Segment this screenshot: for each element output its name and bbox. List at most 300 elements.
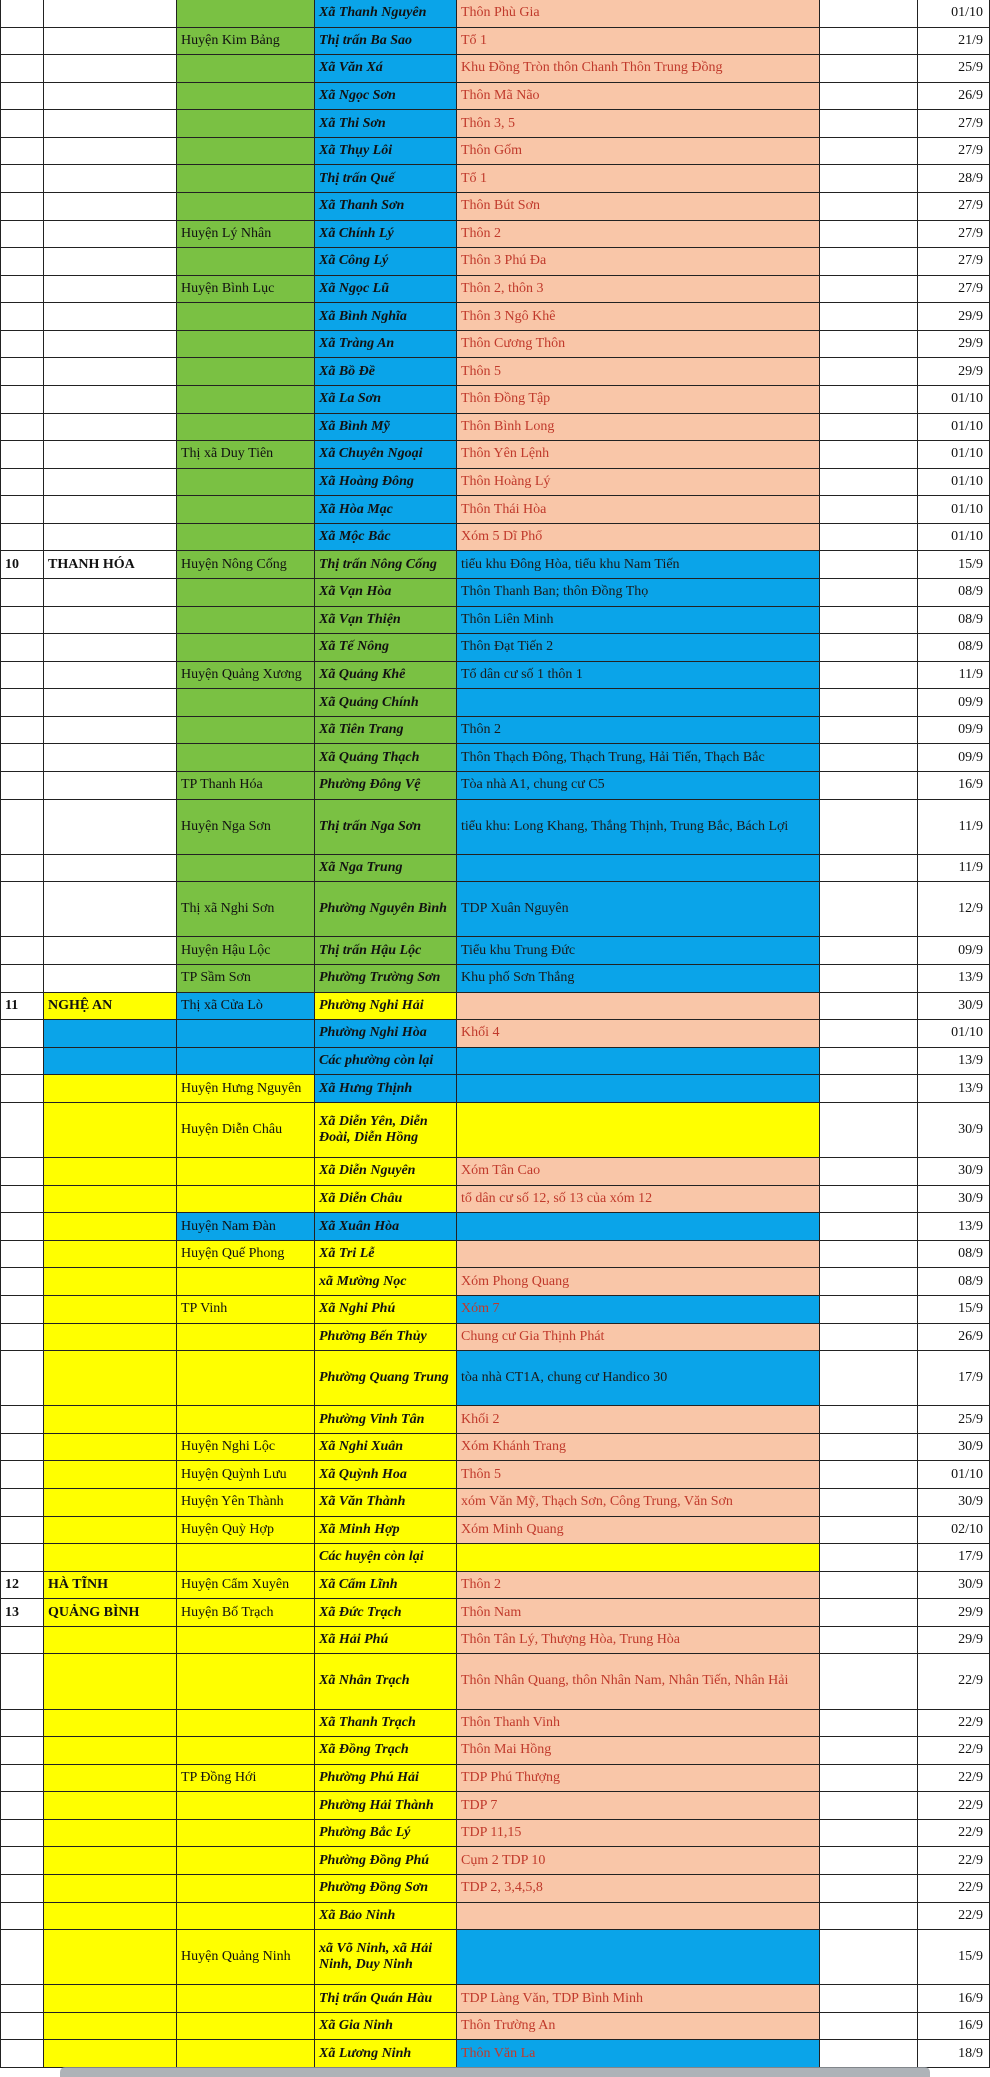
blank-cell [820,469,918,497]
province-cell [44,2040,177,2068]
table-row [0,1241,990,1269]
date-cell: 16/9 [918,772,990,800]
village-cell: Thôn 3 Ngô Khê [457,303,820,331]
district-cell [177,1324,315,1352]
date-cell: 18/9 [918,2040,990,2068]
district-cell: Thị xã Duy Tiên [177,441,315,469]
village-cell: Thôn Gốm [457,138,820,166]
province-cell [44,331,177,359]
stt-cell [0,28,44,56]
commune-cell: Thị trấn Hậu Lộc [315,937,457,965]
commune-cell: Xã Bình Nghĩa [315,303,457,331]
province-cell [44,1765,177,1793]
blank-cell [820,1461,918,1489]
commune-cell: Phường Đồng Sơn [315,1875,457,1903]
date-cell: 27/9 [918,276,990,304]
district-cell [177,855,315,883]
district-cell [177,83,315,111]
blank-cell [820,165,918,193]
stt-cell [0,248,44,276]
blank-cell [820,772,918,800]
province-cell [44,579,177,607]
commune-cell: Xã Hưng Thịnh [315,1075,457,1103]
province-cell: THANH HÓA [44,551,177,579]
commune-cell: Xã La Sơn [315,386,457,414]
blank-cell [820,83,918,111]
blank-cell [820,1930,918,1985]
date-cell: 30/9 [918,1434,990,1462]
province-cell [44,937,177,965]
date-cell: 08/9 [918,607,990,635]
village-cell: Thôn Mai Hồng [457,1737,820,1765]
date-cell: 29/9 [918,331,990,359]
commune-cell: Xã Tri Lễ [315,1241,457,1269]
table-row [0,524,990,552]
date-cell: 13/9 [918,965,990,993]
village-cell: tiểu khu: Long Khang, Thắng Thịnh, Trung Bắc, Bách Lợi [457,800,820,855]
blank-cell [820,221,918,249]
table-row [0,1517,990,1545]
district-cell: Huyện Nga Sơn [177,800,315,855]
table-row [0,1710,990,1738]
blank-cell [820,1737,918,1765]
stt-cell [0,1434,44,1462]
blank-cell [820,1268,918,1296]
province-cell: QUẢNG BÌNH [44,1599,177,1627]
commune-cell: Phường Nguyên Bình [315,882,457,937]
stt-cell [0,524,44,552]
stt-cell [0,1461,44,1489]
village-cell [457,855,820,883]
province-cell [44,1820,177,1848]
blank-cell [820,248,918,276]
district-cell [177,1268,315,1296]
stt-cell [0,1985,44,2013]
province-cell [44,276,177,304]
table-row [0,1406,990,1434]
stt-cell [0,634,44,662]
blank-cell [820,0,918,28]
district-cell [177,1820,315,1848]
stt-cell [0,1103,44,1158]
commune-cell: Xã Bồ Đề [315,358,457,386]
commune-cell: Xã Hải Phú [315,1627,457,1655]
district-cell [177,1792,315,1820]
commune-cell: Các phường còn lại [315,1048,457,1076]
blank-cell [820,1186,918,1214]
date-cell: 22/9 [918,1765,990,1793]
village-cell: TDP Phú Thượng [457,1765,820,1793]
stt-cell [0,276,44,304]
table-row [0,1654,990,1709]
district-cell [177,744,315,772]
district-cell: Huyện Hưng Nguyên [177,1075,315,1103]
date-cell: 08/9 [918,579,990,607]
date-cell: 01/10 [918,524,990,552]
date-cell: 15/9 [918,1930,990,1985]
stt-cell [0,1710,44,1738]
district-cell [177,193,315,221]
blank-cell [820,855,918,883]
blank-cell [820,1241,918,1269]
province-cell: NGHỆ AN [44,993,177,1021]
stt-cell [0,1654,44,1709]
date-cell: 01/10 [918,496,990,524]
table-row [0,1461,990,1489]
date-cell: 27/9 [918,138,990,166]
province-cell [44,496,177,524]
table-row [0,937,990,965]
commune-cell: Xã Tràng An [315,331,457,359]
date-cell: 08/9 [918,1241,990,1269]
date-cell: 29/9 [918,1599,990,1627]
village-cell: Thôn Trường An [457,2013,820,2041]
stt-cell [0,855,44,883]
table-row [0,138,990,166]
table-row [0,1351,990,1406]
table-row [0,1599,990,1627]
district-cell [177,303,315,331]
village-cell [457,1103,820,1158]
stt-cell [0,717,44,745]
date-cell: 01/10 [918,1020,990,1048]
table-row [0,1434,990,1462]
stt-cell [0,1048,44,1076]
district-cell [177,331,315,359]
province-cell [44,110,177,138]
province-cell [44,800,177,855]
province-cell [44,1489,177,1517]
commune-cell: Xã Diễn Châu [315,1186,457,1214]
stt-cell [0,1406,44,1434]
village-cell: Thôn 2 [457,1572,820,1600]
table-row [0,1985,990,2013]
province-cell [44,1985,177,2013]
blank-cell [820,28,918,56]
table-row [0,2040,990,2068]
province-cell [44,1048,177,1076]
blank-cell [820,662,918,690]
blank-cell [820,303,918,331]
province-cell [44,1654,177,1709]
village-cell: Thôn Liên Minh [457,607,820,635]
district-cell: TP Vinh [177,1296,315,1324]
village-cell: Thôn 5 [457,1461,820,1489]
village-cell [457,689,820,717]
table-row [0,662,990,690]
stt-cell [0,221,44,249]
table-row [0,303,990,331]
village-cell: Xóm Phong Quang [457,1268,820,1296]
province-cell [44,28,177,56]
stt-cell [0,414,44,442]
stt-cell [0,1075,44,1103]
table-row [0,1903,990,1931]
stt-cell [0,1489,44,1517]
village-cell: Khối 2 [457,1406,820,1434]
blank-cell [820,358,918,386]
blank-cell [820,55,918,83]
blank-cell [820,1158,918,1186]
table-row [0,441,990,469]
district-cell: Huyện Quỳnh Lưu [177,1461,315,1489]
province-cell [44,607,177,635]
date-cell: 25/9 [918,1406,990,1434]
table-row [0,1186,990,1214]
blank-cell [820,276,918,304]
stt-cell [0,1544,44,1572]
table-row [0,1572,990,1600]
village-cell: Khối 4 [457,1020,820,1048]
table-row [0,1847,990,1875]
village-cell: TDP 11,15 [457,1820,820,1848]
village-cell: Thôn 2 [457,221,820,249]
table-row [0,717,990,745]
province-cell [44,882,177,937]
district-cell: Huyện Quế Phong [177,1241,315,1269]
blank-cell [820,1875,918,1903]
province-cell [44,634,177,662]
date-cell: 30/9 [918,1158,990,1186]
province-cell [44,1517,177,1545]
province-cell [44,1241,177,1269]
district-cell: Huyện Bố Trạch [177,1599,315,1627]
blank-cell [820,1572,918,1600]
district-cell: Huyện Nghi Lộc [177,1434,315,1462]
stt-cell [0,662,44,690]
stt-cell: 12 [0,1572,44,1600]
date-cell: 22/9 [918,1875,990,1903]
commune-cell: Xã Quảng Thạch [315,744,457,772]
stt-cell [0,1627,44,1655]
village-cell: Tiểu khu Trung Đức [457,937,820,965]
blank-cell [820,1820,918,1848]
date-cell: 26/9 [918,83,990,111]
province-cell [44,2013,177,2041]
table-row [0,165,990,193]
province-cell [44,1875,177,1903]
stt-cell [0,1351,44,1406]
village-cell: TDP 2, 3,4,5,8 [457,1875,820,1903]
date-cell: 27/9 [918,193,990,221]
stt-cell [0,1517,44,1545]
blank-cell [820,524,918,552]
stt-cell [0,331,44,359]
province-cell [44,772,177,800]
stt-cell [0,358,44,386]
blank-cell [820,607,918,635]
district-cell [177,1875,315,1903]
district-cell: Huyện Hậu Lộc [177,937,315,965]
province-cell [44,1627,177,1655]
date-cell: 21/9 [918,28,990,56]
commune-cell: Xã Thi Sơn [315,110,457,138]
stt-cell [0,1737,44,1765]
province-cell [44,1406,177,1434]
district-cell: Huyện Bình Lục [177,276,315,304]
table-row [0,2013,990,2041]
village-cell: Thôn 5 [457,358,820,386]
village-cell [457,993,820,1021]
stt-cell [0,1765,44,1793]
blank-cell [820,414,918,442]
blank-cell [820,1075,918,1103]
date-cell: 09/9 [918,937,990,965]
blank-cell [820,386,918,414]
date-cell: 22/9 [918,1903,990,1931]
commune-cell: Phường Nghi Hòa [315,1020,457,1048]
stt-cell [0,165,44,193]
province-cell [44,1186,177,1214]
table-row [0,551,990,579]
date-cell: 08/9 [918,634,990,662]
stt-cell [0,965,44,993]
stt-cell [0,744,44,772]
date-cell: 25/9 [918,55,990,83]
blank-cell [820,1434,918,1462]
table-row [0,1324,990,1352]
stt-cell [0,1903,44,1931]
village-cell: Thôn Văn La [457,2040,820,2068]
stt-cell [0,607,44,635]
commune-cell: Xã Chuyên Ngoại [315,441,457,469]
table-row [0,1627,990,1655]
district-cell: Huyện Quỳ Hợp [177,1517,315,1545]
commune-cell: Xã Thanh Nguyên [315,0,457,28]
district-cell: TP Sầm Sơn [177,965,315,993]
commune-cell: Phường Trường Sơn [315,965,457,993]
village-cell: Thôn 2 [457,717,820,745]
date-cell: 01/10 [918,0,990,28]
district-cell: Thị xã Nghi Sơn [177,882,315,937]
table-row [0,1158,990,1186]
date-cell: 11/9 [918,800,990,855]
stt-cell [0,1241,44,1269]
blank-cell [820,882,918,937]
blank-cell [820,993,918,1021]
district-cell: Huyện Yên Thành [177,1489,315,1517]
district-cell: Huyện Nam Đàn [177,1213,315,1241]
district-cell [177,1048,315,1076]
blank-cell [820,331,918,359]
commune-cell: Xã Xuân Hòa [315,1213,457,1241]
table-row [0,579,990,607]
blank-cell [820,1489,918,1517]
stt-cell [0,441,44,469]
district-cell [177,2013,315,2041]
table-row [0,221,990,249]
table-row [0,1875,990,1903]
stt-cell [0,1875,44,1903]
province-cell [44,1544,177,1572]
stt-cell: 10 [0,551,44,579]
village-cell: Khu phố Sơn Thắng [457,965,820,993]
stt-cell [0,1296,44,1324]
commune-cell: Xã Vạn Hòa [315,579,457,607]
blank-cell [820,579,918,607]
village-cell: Thôn Thanh Ban; thôn Đồng Thọ [457,579,820,607]
commune-cell: Thị trấn Nga Sơn [315,800,457,855]
stt-cell [0,800,44,855]
district-cell [177,1158,315,1186]
district-cell: Huyện Cẩm Xuyên [177,1572,315,1600]
date-cell: 08/9 [918,1268,990,1296]
table-row [0,331,990,359]
district-cell: Thị xã Cửa Lò [177,993,315,1021]
scrollbar[interactable] [60,2067,930,2077]
village-cell: Thôn 3, 5 [457,110,820,138]
blank-cell [820,744,918,772]
province-cell [44,1351,177,1406]
blank-cell [820,1903,918,1931]
district-cell [177,386,315,414]
blank-cell [820,937,918,965]
blank-cell [820,193,918,221]
date-cell: 13/9 [918,1048,990,1076]
table-row [0,965,990,993]
date-cell: 15/9 [918,551,990,579]
village-cell [457,1213,820,1241]
stt-cell [0,2013,44,2041]
table-row [0,1048,990,1076]
commune-cell: Phường Quang Trung [315,1351,457,1406]
district-cell [177,1847,315,1875]
commune-cell: Xã Hoàng Đông [315,469,457,497]
blank-cell [820,2013,918,2041]
date-cell: 27/9 [918,221,990,249]
village-cell: tòa nhà CT1A, chung cư Handico 30 [457,1351,820,1406]
table-row [0,1489,990,1517]
date-cell: 09/9 [918,744,990,772]
commune-cell: Xã Lương Ninh [315,2040,457,2068]
table-row [0,0,990,28]
blank-cell [820,1213,918,1241]
commune-cell: Xã Quỳnh Hoa [315,1461,457,1489]
date-cell: 12/9 [918,882,990,937]
date-cell: 16/9 [918,1985,990,2013]
commune-cell: Xã Bảo Ninh [315,1903,457,1931]
commune-cell: Xã Tiên Trang [315,717,457,745]
province-cell [44,1737,177,1765]
village-cell: Thôn Phù Gia [457,0,820,28]
commune-cell: Phường Hải Thành [315,1792,457,1820]
blank-cell [820,1517,918,1545]
date-cell: 30/9 [918,1489,990,1517]
district-cell: Huyện Lý Nhân [177,221,315,249]
village-cell: Xóm Minh Quang [457,1517,820,1545]
stt-cell [0,1020,44,1048]
district-cell: TP Thanh Hóa [177,772,315,800]
stt-cell [0,55,44,83]
province-cell [44,386,177,414]
stt-cell [0,0,44,28]
stt-cell [0,689,44,717]
stt-cell [0,579,44,607]
commune-cell: Xã Văn Thành [315,1489,457,1517]
table-row [0,800,990,855]
commune-cell: Xã Diễn Nguyên [315,1158,457,1186]
district-cell [177,358,315,386]
blank-cell [820,1765,918,1793]
blank-cell [820,138,918,166]
table-row [0,855,990,883]
table-row [0,193,990,221]
date-cell: 27/9 [918,110,990,138]
district-cell [177,1903,315,1931]
table-row [0,110,990,138]
province-cell [44,1296,177,1324]
table-row [0,1296,990,1324]
